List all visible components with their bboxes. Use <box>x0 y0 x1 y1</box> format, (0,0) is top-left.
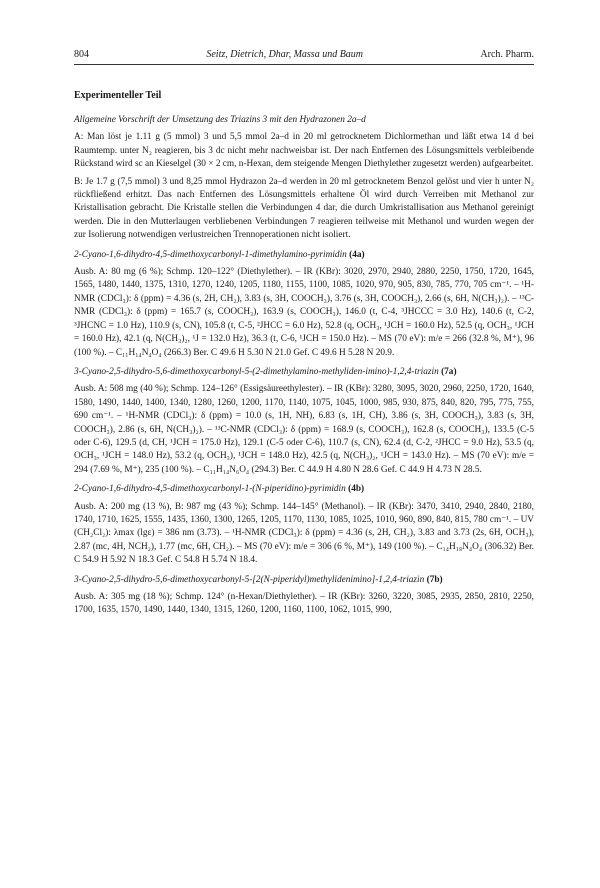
compound-data-4a: Ausb. A: 80 mg (6 %); Schmp. 120–122° (Diethylether). – IR (KBr): 3020, 2970, 2940, 2880, 2250, 1750, 1720, 1645, 1565, 1480, 1440, 1375, 1310, 1270, 1240, 1205, 1180, 1155, 1100, 1085, 1020, 970, 905, 830, 785, 770, 705 cm⁻¹. – ¹H-NMR (CDCl₃): δ (ppm) = 4.36 (s, 2H, CH₂), 3.83 (s, 3H, COOCH₃), 3.76 (s, 3H, COOCH₃), 2.66 (s, 6H, N(CH₃)₂). – ¹³C-NMR (CDCl₃): δ (ppm) = 165.7 (s, COOCH₃), 163.9 (s, COOCH₃), 146.0 (t, C-4, ³JHCCC = 3.0 Hz), 140.6 (t, C-2, ³JHCNC = 1.0 Hz), 110.9 (s, CN), 105.8 (t, C-5, ²JHCC = 6.0 Hz), 52.8 (q, OCH₃, ¹JCH = 160.0 Hz), 52.5 (q, OCH₃, ¹JCH = 160.0 Hz), 42.1 (q, N(CH₃)₂, ¹J = 132.0 Hz), 36.3 (t, C-6, ¹JCH = 150.0 Hz). – MS (70 eV): m/e = 266 (32.8 %, M⁺), 96 (100 %). – C₁₁H₁₄N₄O₄ (266.3) Ber. C 49.6 H 5.30 N 21.0 Gef. C 49.6 H 5.28 N 20.9. <box>74 267 534 358</box>
general-procedure-heading: Allgemeine Vorschrift der Umsetzung des Triazins 3 mit den Hydrazonen 2a–d <box>74 115 366 125</box>
compound-id: (7b) <box>426 574 443 585</box>
compound-title-4b <box>74 483 534 496</box>
procedure-b: B: Je 1.7 g (7,5 mmol) 3 und 8,25 mmol Hydrazon 2a–d werden in 20 ml getrocknetem Benzol gelöst und vier h unter N₂ rückfließend erhitzt. Das nach Entfernen des Lösungsmittels erhaltene Öl wird durch Verreiben mit Methanol zur Kristallisation gebracht. Die Kristalle stellen die Verbindungen 4 dar, die durch Umkristallisation aus Methanol gereinigt werden. Die in den Mutterlaugen verbliebenen Verbindungen 7 reagieren teilweise mit Methanol und wurden wegen der zur Isolierung notwendigen verlustreichen Trennoperationen nicht isoliert. <box>74 176 534 241</box>
compound-data-7a: Ausb. A: 508 mg (40 %); Schmp. 124–126° (Essigsäureethylester). – IR (KBr): 3280, 3095, 3020, 2960, 2250, 1720, 1640, 1580, 1490, 1440, 1400, 1340, 1280, 1260, 1200, 1170, 1140, 1075, 1045, 1000, 985, 930, 875, 840, 820, 795, 775, 755, 690 cm⁻¹. – ¹H-NMR (CDCl₃): δ (ppm) = 10.0 (s, 1H, NH), 6.83 (s, 1H, CH), 3.86 (s, 3H, COOCH₃), 3.83 (s, 3H, COOCH₃), 2.86 (s, 6H, N(CH₃)₂). – ¹³C-NMR (CDCl₃): δ (ppm) = 168.9 (s, COOCH₃), 162.8 (s, COOCH₃), 133.5 (C-5 oder C-6), 129.5 (d, CH, ¹JCH = 175.0 Hz), 129.1 (C-5 oder C-6), 110.7 (s, CN), 62.4 (d, C-2, ²JHCC = 9.0 Hz), 53.5 (q, OCH₃, ¹JCH = 148.0 Hz), 53.2 (q, OCH₃), ¹JCH = 148.0 Hz), 42.5 (q, N(CH₃)₂, ¹JCH = 143.0 Hz). – MS (70 eV): m/e = 294 (7.69 %, M⁺), 235 (100 %). – C₁₁H₁₄N₆O₄ (294.3) Ber. C 44.9 H 4.80 N 28.6 Gef. C 44.9 H 4.73 N 28.5. <box>74 384 534 475</box>
compound-title-7a <box>74 366 534 379</box>
procedure-a: A: Man löst je 1.11 g (5 mmol) 3 und 5,5 mmol 2a–d in 20 ml getrocknetem Dichlormethan und läßt etwa 14 d bei Raumtemp. unter N₂ reagieren, bis 3 dc nicht mehr nachweisbar ist. Der nach Entfernen des Lösungsmittels verbleibende Rückstand wird sc an Kieselgel (30 × 2 cm, n-Hexan, dem steigende Mengen Diethylether zugesetzt werden) aufgearbeitet. <box>74 132 534 170</box>
compound-title-7b <box>74 574 534 587</box>
compound-name: 3-Cyano-2,5-dihydro-5,6-dimethoxycarbonyl-5-[2(N-piperidyl)methylidenimino]-1,2,4-triazin <box>74 574 425 585</box>
running-header <box>74 48 534 65</box>
compound-name: 3-Cyano-2,5-dihydro-5,6-dimethoxycarbonyl-5-(2-dimethylamino-methyliden-imino)-1,2,4-triazin <box>74 366 439 377</box>
compound-id: (7a) <box>441 366 457 377</box>
compound-name: 2-Cyano-1,6-dihydro-4,5-dimethoxycarbonyl-1-(N-piperidino)-pyrimidin <box>74 484 346 495</box>
compound-data-7b: Ausb. A: 305 mg (18 %); Schmp. 124° (n-Hexan/Diethylether). – IR (KBr): 3260, 3220, 3085, 2935, 2850, 2810, 2250, 1700, 1635, 1570, 1490, 1440, 1340, 1315, 1260, 1200, 1160, 1100, 1062, 1015, 990, <box>74 592 534 616</box>
compound-data-4b: Ausb. A: 200 mg (13 %), B: 987 mg (43 %); Schmp. 144–145° (Methanol). – IR (KBr): 3470, 3410, 2940, 2840, 2180, 1740, 1710, 1625, 1555, 1435, 1360, 1300, 1265, 1205, 1170, 1130, 1085, 1025, 1010, 960, 890, 840, 815, 780 cm⁻¹. – UV (CH₂Cl₂): λmax (lgε) = 386 nm (3.73). – ¹H-NMR (CDCl₃): δ (ppm) = 4.36 (s, 2H, CH₂), 3.83 and 3.73 (2s, 6H, OCH₃), 2.87 (mc, 4H, NCH₂), 1.77 (mc, 6H, CH₂). – MS (70 eV): m/e = 306 (6 %, M⁺), 149 (100 %). – C₁₄H₁₈N₄O₄ (306.32) Ber. C 54.9 H 5.92 N 18.3 Gef. C 54.8 H 5.74 N 18.4. <box>74 501 534 566</box>
page-number: 804 <box>74 49 89 60</box>
compound-id: (4a) <box>349 249 365 260</box>
compound-id: (4b) <box>348 484 365 495</box>
running-authors: Seitz, Dietrich, Dhar, Massa und Baum <box>206 49 364 60</box>
journal-name: Arch. Pharm. <box>480 49 534 60</box>
compound-name: 2-Cyano-1,6-dihydro-4,5-dimethoxycarbonyl-1-dimethylamino-pyrimidin <box>74 249 347 260</box>
compound-title-4a <box>74 249 534 262</box>
section-title: Experimenteller Teil <box>74 90 162 101</box>
